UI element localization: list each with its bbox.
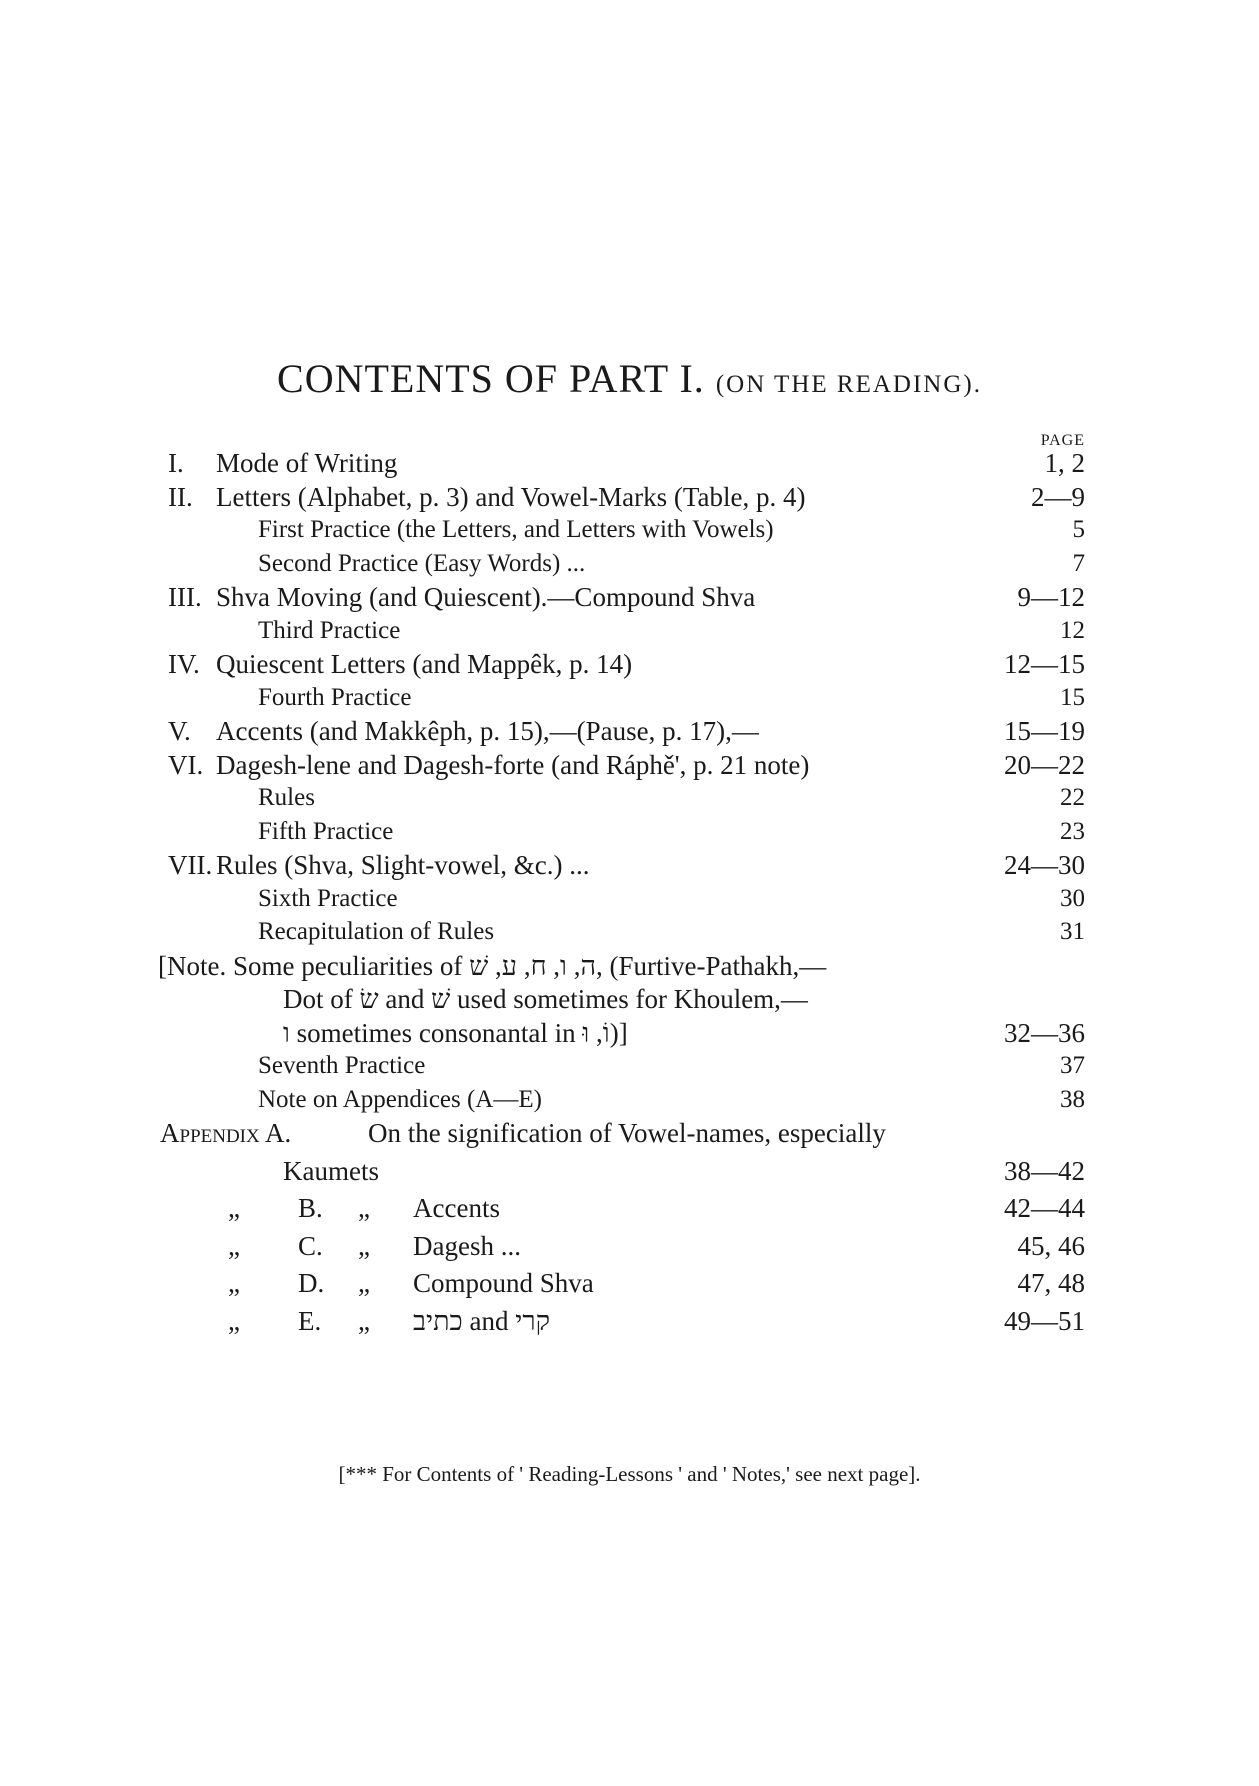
appendix-letter: E. — [298, 1305, 322, 1336]
toc-row-number: I. — [168, 448, 184, 478]
ditto-mark: „ — [358, 1193, 370, 1223]
toc-row-number: VII. — [168, 850, 213, 880]
toc-row-title: Second Practice (Easy Words) ... — [258, 549, 586, 577]
appendix-title: Compound Shva — [413, 1268, 594, 1298]
appendix-page: 49—51 — [1004, 1305, 1085, 1336]
toc-row-title: Fourth Practice — [258, 683, 412, 711]
ditto-mark: „ — [228, 1230, 240, 1261]
ditto-mark: „ — [358, 1305, 370, 1336]
toc-row-title: Dagesh-lene and Dagesh-forte (and Ráphě', p. 21 note) — [216, 749, 810, 780]
appendix-page: 47, 48 — [1017, 1268, 1085, 1298]
toc-row — [168, 445, 1085, 481]
toc-row — [168, 579, 1085, 615]
toc-row — [168, 680, 1085, 716]
toc-row-page: 20—22 — [1004, 749, 1085, 780]
toc-row — [168, 713, 1085, 749]
note-line-2 — [168, 981, 1085, 1017]
appendix-row — [168, 1303, 1085, 1339]
title-main: CONTENTS OF PART I. — [277, 356, 705, 401]
toc-row-title: Accents (and Makkêph, p. 15),—(Pause, p. 17),— — [216, 716, 759, 746]
ditto-mark: „ — [358, 1268, 370, 1298]
toc-row-page: 24—30 — [1004, 850, 1085, 880]
toc-row — [168, 479, 1085, 515]
toc-row — [168, 613, 1085, 649]
appendix-title: כתיב and קרי — [413, 1305, 551, 1336]
toc-row-title: First Practice (the Letters, and Letters with Vowels) — [258, 516, 774, 543]
toc-row — [168, 747, 1085, 783]
ditto-mark: „ — [358, 1230, 370, 1261]
note-line-2-text: Dot of שׂ and שׁ used sometimes for Khoulem,— — [283, 984, 808, 1014]
toc-row-title: Shva Moving (and Quiescent).—Compound Shva — [216, 582, 756, 612]
appendix-row — [168, 1265, 1085, 1301]
toc-row-page: 37 — [1060, 1052, 1085, 1079]
appendix-label: Appendix A. — [160, 1118, 292, 1148]
toc-row-number: IV. — [168, 649, 200, 679]
toc-row — [168, 1048, 1085, 1084]
toc-row-page: 22 — [1060, 784, 1085, 811]
toc-row-page: 9—12 — [1017, 582, 1085, 612]
ditto-mark: „ — [228, 1193, 240, 1223]
toc-row — [168, 1082, 1085, 1118]
toc-row — [168, 780, 1085, 816]
toc-row-page: 12 — [1060, 616, 1085, 644]
toc-row-number: VI. — [168, 749, 204, 780]
appendix-letter: D. — [298, 1268, 325, 1298]
toc-row-title: Seventh Practice — [258, 1052, 426, 1079]
toc-row — [168, 546, 1085, 582]
toc-row-number: V. — [168, 716, 191, 746]
appendix-a-text-2: Kaumets — [283, 1155, 379, 1186]
toc-row-page: 15 — [1060, 683, 1085, 711]
appendix-letter: B. — [298, 1193, 323, 1223]
toc-row-title: Fifth Practice — [258, 817, 394, 845]
toc-row — [168, 914, 1085, 950]
appendix-row — [168, 1228, 1085, 1264]
appendix-a-text: On the signification of Vowel-names, especially — [368, 1118, 886, 1148]
toc-row-title: Third Practice — [258, 616, 401, 644]
appendix-title: Dagesh ... — [413, 1230, 521, 1261]
toc-row-number: II. — [168, 481, 193, 512]
ditto-mark: „ — [228, 1268, 240, 1298]
toc-row-title: Recapitulation of Rules — [258, 918, 495, 945]
appendix-a-line-1 — [160, 1115, 1085, 1151]
toc-row — [168, 847, 1085, 883]
toc-row — [168, 512, 1085, 548]
toc-row-page: 23 — [1060, 817, 1085, 845]
toc-row-title: Sixth Practice — [258, 884, 398, 912]
page-title — [0, 355, 1259, 402]
toc-row-number: III. — [168, 582, 202, 612]
toc-row-page: 31 — [1060, 918, 1085, 945]
toc-row-page: 1, 2 — [1044, 448, 1085, 478]
appendix-a-page: 38—42 — [1004, 1155, 1085, 1186]
appendix-a-line-2 — [168, 1153, 1085, 1189]
toc-row-title: Quiescent Letters (and Mappêk, p. 14) — [216, 649, 633, 679]
toc-row — [168, 814, 1085, 850]
page-column-heading: PAGE — [1040, 432, 1085, 449]
title-sub: (ON THE READING). — [715, 371, 982, 398]
appendix-letter: C. — [298, 1230, 323, 1261]
footnote: [*** For Contents of ' Reading-Lessons ' and ' Notes,' see next page]. — [338, 1462, 921, 1486]
toc-row — [168, 646, 1085, 682]
toc-row-title: Rules — [258, 784, 315, 811]
note-page: 32—36 — [1004, 1017, 1085, 1048]
appendix-title: Accents — [413, 1193, 500, 1223]
toc-row-title: Letters (Alphabet, p. 3) and Vowel-Marks (Table, p. 4) — [216, 481, 806, 512]
toc-row-page: 12—15 — [1004, 649, 1085, 679]
appendix-page: 45, 46 — [1017, 1230, 1085, 1261]
toc-row-page: 7 — [1072, 549, 1085, 577]
note-line-3 — [168, 1015, 1085, 1051]
note-line-1 — [158, 948, 1085, 984]
toc-row-page: 5 — [1072, 516, 1085, 543]
toc-row-page: 2—9 — [1031, 481, 1085, 512]
ditto-mark: „ — [228, 1305, 240, 1336]
toc-row-title: Mode of Writing — [216, 448, 398, 478]
note-line-1-text: [Note. Some peculiarities of ה, ו, ח, ע, שׁ, (Furtive-Pathakh,— — [158, 950, 827, 981]
note-line-3-text: ו sometimes consonantal in וֹ, וּ)] — [283, 1017, 628, 1048]
toc-row-page: 15—19 — [1004, 716, 1085, 746]
toc-row-title: Note on Appendices (A—E) — [258, 1085, 542, 1113]
toc-row-title: Rules (Shva, Slight-vowel, &c.) ... — [216, 850, 590, 880]
appendix-page: 42—44 — [1004, 1193, 1085, 1223]
toc-row — [168, 881, 1085, 917]
toc-row-page: 30 — [1060, 884, 1085, 912]
appendix-row — [168, 1190, 1085, 1226]
toc-row-page: 38 — [1060, 1085, 1085, 1113]
